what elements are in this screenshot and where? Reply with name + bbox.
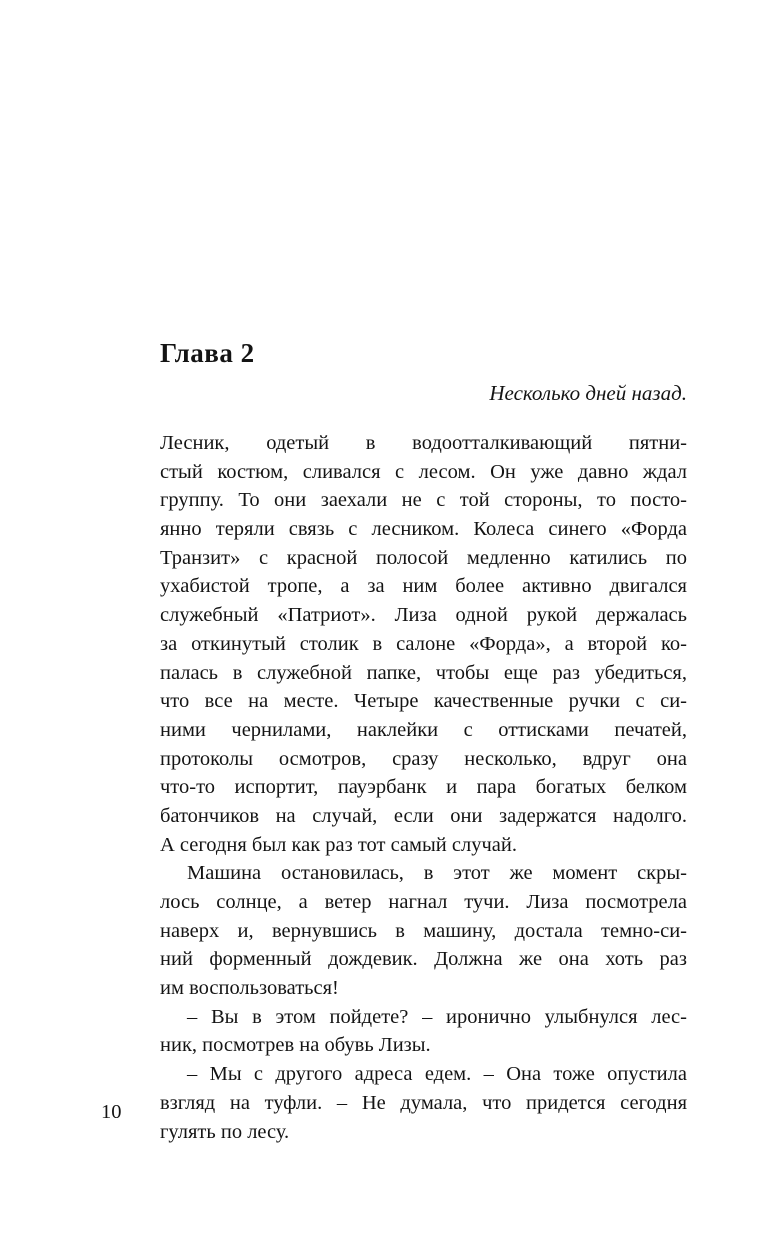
text-line: что все на месте. Четыре качественные ручки с си- (160, 690, 687, 713)
text-line: что-то испортит, пауэрбанк и пара богатых белком (160, 776, 687, 799)
text-line: протоколы осмотров, сразу несколько, вдруг она (160, 747, 687, 770)
text-line: Транзит» с красной полосой медленно катились по (160, 546, 687, 569)
text-line: – Вы в этом пойдете? – иронично улыбнулся лес- (187, 1005, 687, 1028)
text-line: за откинутый столик в салоне «Форда», а второй ко- (160, 632, 687, 655)
page-number: 10 (101, 1101, 122, 1123)
epigraph: Несколько дней назад. (489, 381, 687, 405)
text-line: Лесник, одетый в водоотталкивающий пятни- (160, 432, 687, 454)
text-line: наверх и, вернувшись в машину, достала темно-си- (160, 919, 687, 942)
text-line: ник, посмотрев на обувь Лизы. (160, 1034, 431, 1057)
text-line: служебный «Патриот». Лиза одной рукой держалась (160, 604, 687, 627)
text-line: взгляд на туфли. – Не думала, что придется сегодня (160, 1091, 687, 1114)
text-line: – Мы с другого адреса едем. – Она тоже опустила (187, 1063, 687, 1086)
text-line: им воспользоваться! (160, 977, 339, 1000)
text-line: стый костюм, сливался с лесом. Он уже давно ждал (160, 460, 687, 483)
text-line: ними чернилами, наклейки с оттисками печатей, (160, 718, 687, 741)
text-line: ний форменный дождевик. Должна же она хоть раз (160, 948, 687, 971)
text-line: лось солнце, а ветер нагнал тучи. Лиза посмотрела (160, 891, 687, 913)
text-line: ухабистой тропе, а за ним более активно двигался (160, 575, 687, 598)
chapter-title: Глава 2 (160, 338, 255, 368)
text-line: группу. То они заехали не с той стороны, то посто- (160, 489, 687, 512)
text-line: батончиков на случай, если они задержатся надолго. (160, 804, 687, 827)
text-line: палась в служебной папке, чтобы еще раз убедиться, (160, 661, 687, 684)
text-line: гулять по лесу. (160, 1120, 290, 1143)
text-line: Машина остановилась, в этот же момент скры- (187, 862, 687, 885)
text-line: А сегодня был как раз тот самый случай. (160, 833, 517, 856)
text-line: янно теряли связь с лесником. Колеса синего «Форда (160, 518, 687, 541)
body-text (160, 429, 687, 1146)
